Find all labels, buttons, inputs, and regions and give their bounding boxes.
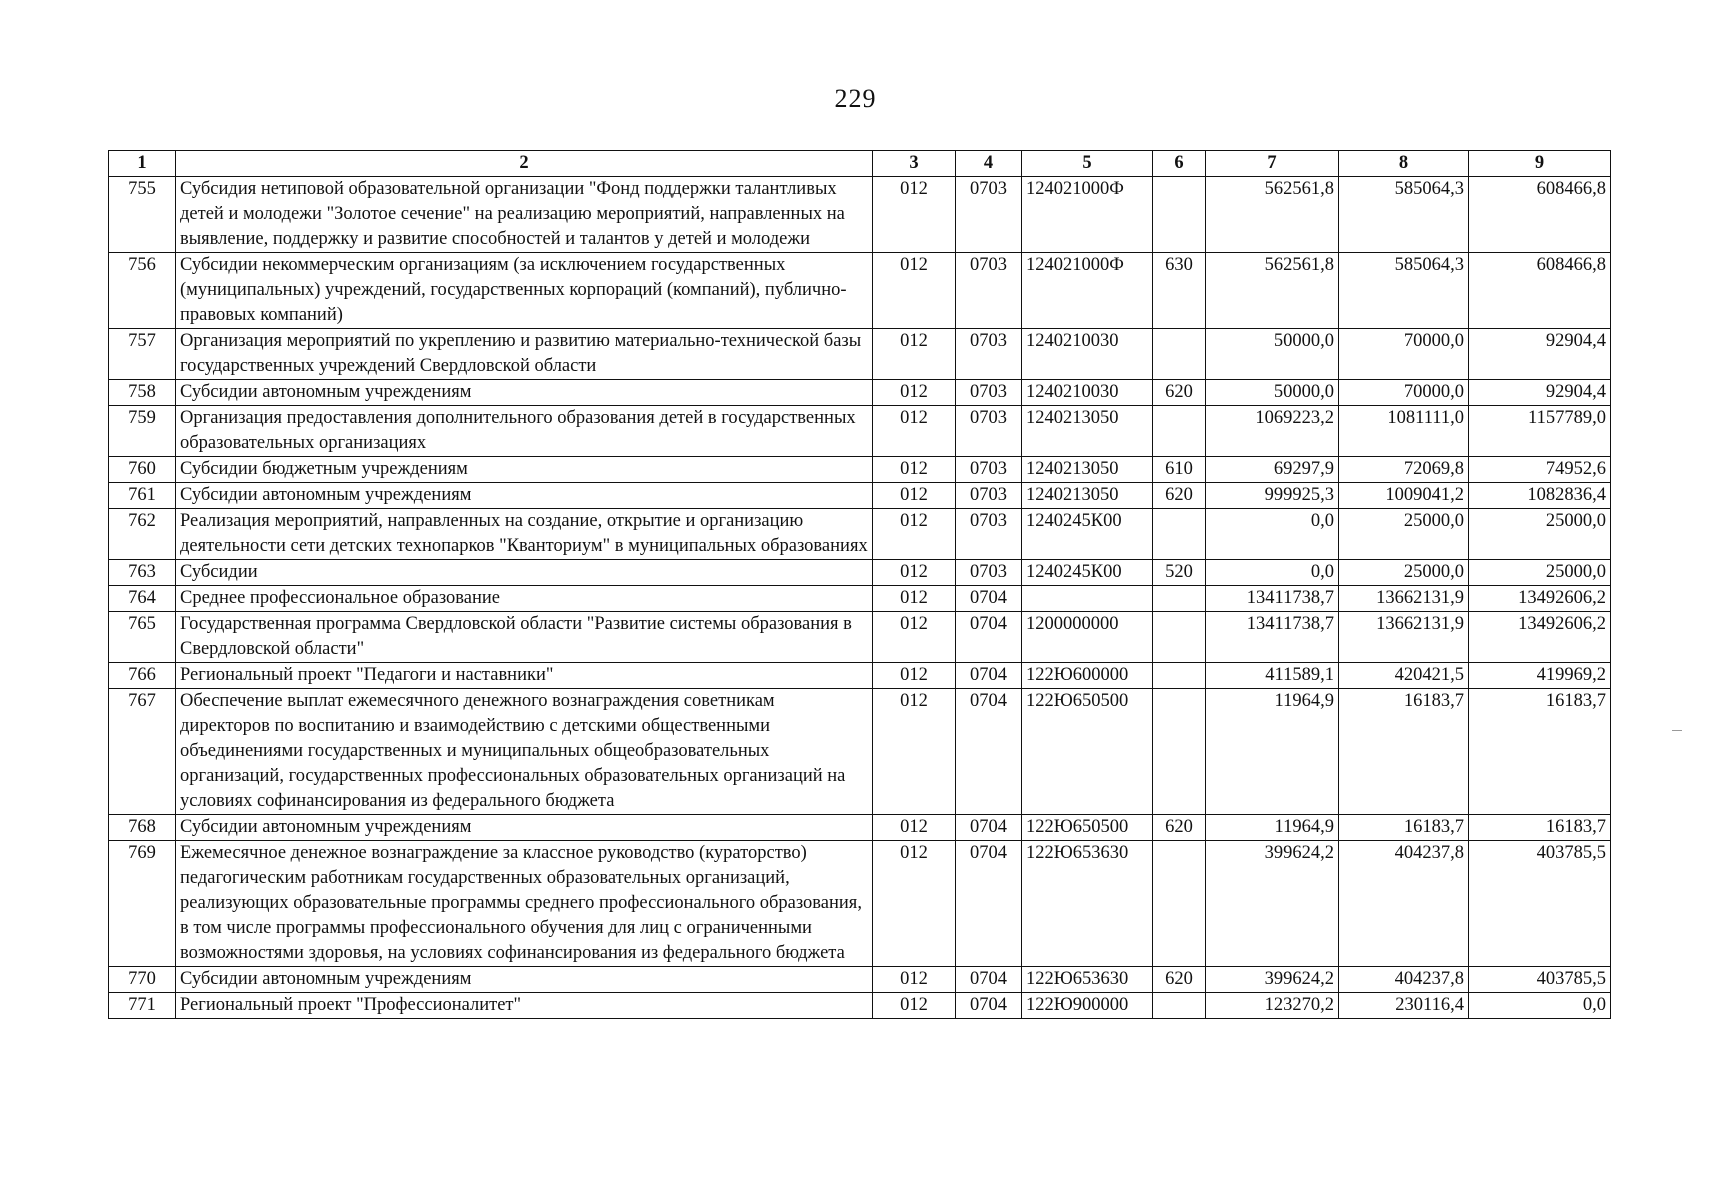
row-number: 765 bbox=[109, 612, 176, 663]
header-cell-2: 2 bbox=[176, 151, 873, 177]
table-row bbox=[109, 457, 1611, 483]
row-section-code: 0704 bbox=[956, 967, 1022, 993]
row-value-col9: 0,0 bbox=[1469, 993, 1611, 1019]
budget-table bbox=[108, 150, 1611, 1019]
row-expense-type bbox=[1153, 689, 1206, 815]
row-name: Региональный проект "Профессионалитет" bbox=[176, 993, 873, 1019]
row-ministry-code: 012 bbox=[873, 560, 956, 586]
row-name: Субсидии автономным учреждениям bbox=[176, 967, 873, 993]
row-ministry-code: 012 bbox=[873, 509, 956, 560]
row-value-col8: 25000,0 bbox=[1339, 509, 1469, 560]
row-value-col9: 13492606,2 bbox=[1469, 586, 1611, 612]
row-value-col8: 13662131,9 bbox=[1339, 586, 1469, 612]
table-row bbox=[109, 612, 1611, 663]
row-name: Государственная программа Свердловской области "Развитие системы образования в Свердловской области" bbox=[176, 612, 873, 663]
row-expense-type: 620 bbox=[1153, 380, 1206, 406]
table-row bbox=[109, 815, 1611, 841]
row-value-col8: 70000,0 bbox=[1339, 329, 1469, 380]
row-value-col9: 25000,0 bbox=[1469, 560, 1611, 586]
row-value-col9: 13492606,2 bbox=[1469, 612, 1611, 663]
row-target-code: 1240213050 bbox=[1022, 483, 1153, 509]
row-expense-type bbox=[1153, 509, 1206, 560]
row-section-code: 0703 bbox=[956, 560, 1022, 586]
row-number: 768 bbox=[109, 815, 176, 841]
row-value-col8: 1009041,2 bbox=[1339, 483, 1469, 509]
row-ministry-code: 012 bbox=[873, 815, 956, 841]
row-target-code: 122Ю600000 bbox=[1022, 663, 1153, 689]
table-row bbox=[109, 689, 1611, 815]
row-value-col7: 69297,9 bbox=[1206, 457, 1339, 483]
row-expense-type: 620 bbox=[1153, 815, 1206, 841]
row-number: 764 bbox=[109, 586, 176, 612]
row-number: 756 bbox=[109, 253, 176, 329]
row-expense-type bbox=[1153, 663, 1206, 689]
row-expense-type bbox=[1153, 993, 1206, 1019]
row-section-code: 0704 bbox=[956, 663, 1022, 689]
row-section-code: 0703 bbox=[956, 457, 1022, 483]
row-ministry-code: 012 bbox=[873, 253, 956, 329]
row-value-col8: 72069,8 bbox=[1339, 457, 1469, 483]
table-row bbox=[109, 993, 1611, 1019]
row-value-col8: 585064,3 bbox=[1339, 177, 1469, 253]
row-expense-type bbox=[1153, 177, 1206, 253]
header-cell-9: 9 bbox=[1469, 151, 1611, 177]
row-section-code: 0704 bbox=[956, 993, 1022, 1019]
row-value-col9: 92904,4 bbox=[1469, 380, 1611, 406]
row-section-code: 0704 bbox=[956, 586, 1022, 612]
row-section-code: 0704 bbox=[956, 841, 1022, 967]
row-ministry-code: 012 bbox=[873, 663, 956, 689]
row-value-col8: 420421,5 bbox=[1339, 663, 1469, 689]
row-ministry-code: 012 bbox=[873, 483, 956, 509]
row-target-code: 1240210030 bbox=[1022, 380, 1153, 406]
row-name: Реализация мероприятий, направленных на создание, открытие и организацию деятельности сети детских технопарков "Кванториум" в муниципальных образованиях bbox=[176, 509, 873, 560]
row-ministry-code: 012 bbox=[873, 177, 956, 253]
row-value-col7: 1069223,2 bbox=[1206, 406, 1339, 457]
row-value-col8: 16183,7 bbox=[1339, 689, 1469, 815]
row-value-col7: 999925,3 bbox=[1206, 483, 1339, 509]
row-expense-type: 520 bbox=[1153, 560, 1206, 586]
row-expense-type: 620 bbox=[1153, 967, 1206, 993]
row-value-col9: 419969,2 bbox=[1469, 663, 1611, 689]
row-name: Субсидия нетиповой образовательной организации "Фонд поддержки талантливых детей и молодежи "Золотое сечение" на реализацию мероприятий, направленных на выявление, поддержку и развитие способностей и талантов у детей и молодежи bbox=[176, 177, 873, 253]
row-expense-type: 610 bbox=[1153, 457, 1206, 483]
row-ministry-code: 012 bbox=[873, 993, 956, 1019]
scan-artifact bbox=[1672, 730, 1682, 731]
row-section-code: 0704 bbox=[956, 689, 1022, 815]
row-value-col9: 1157789,0 bbox=[1469, 406, 1611, 457]
row-ministry-code: 012 bbox=[873, 406, 956, 457]
row-value-col9: 16183,7 bbox=[1469, 689, 1611, 815]
row-value-col9: 403785,5 bbox=[1469, 967, 1611, 993]
row-value-col9: 92904,4 bbox=[1469, 329, 1611, 380]
row-value-col7: 13411738,7 bbox=[1206, 586, 1339, 612]
row-value-col7: 562561,8 bbox=[1206, 253, 1339, 329]
row-target-code: 1240245К00 bbox=[1022, 560, 1153, 586]
row-target-code: 1240245К00 bbox=[1022, 509, 1153, 560]
row-number: 758 bbox=[109, 380, 176, 406]
page-number: 229 bbox=[834, 84, 877, 113]
row-target-code: 122Ю650500 bbox=[1022, 689, 1153, 815]
row-value-col8: 25000,0 bbox=[1339, 560, 1469, 586]
row-value-col7: 50000,0 bbox=[1206, 380, 1339, 406]
row-ministry-code: 012 bbox=[873, 380, 956, 406]
table-row bbox=[109, 967, 1611, 993]
header-cell-6: 6 bbox=[1153, 151, 1206, 177]
row-value-col8: 13662131,9 bbox=[1339, 612, 1469, 663]
row-number: 761 bbox=[109, 483, 176, 509]
row-name: Организация мероприятий по укреплению и развитию материально-технической базы государственных учреждений Свердловской области bbox=[176, 329, 873, 380]
header-cell-4: 4 bbox=[956, 151, 1022, 177]
row-value-col7: 0,0 bbox=[1206, 560, 1339, 586]
row-section-code: 0704 bbox=[956, 815, 1022, 841]
table-row bbox=[109, 560, 1611, 586]
row-value-col8: 230116,4 bbox=[1339, 993, 1469, 1019]
row-number: 769 bbox=[109, 841, 176, 967]
row-value-col7: 0,0 bbox=[1206, 509, 1339, 560]
row-target-code bbox=[1022, 586, 1153, 612]
row-number: 766 bbox=[109, 663, 176, 689]
row-section-code: 0703 bbox=[956, 406, 1022, 457]
table-row bbox=[109, 380, 1611, 406]
row-value-col9: 608466,8 bbox=[1469, 177, 1611, 253]
row-value-col8: 404237,8 bbox=[1339, 841, 1469, 967]
row-ministry-code: 012 bbox=[873, 967, 956, 993]
row-name: Субсидии bbox=[176, 560, 873, 586]
row-ministry-code: 012 bbox=[873, 841, 956, 967]
row-target-code: 1200000000 bbox=[1022, 612, 1153, 663]
row-value-col7: 11964,9 bbox=[1206, 815, 1339, 841]
table-row bbox=[109, 663, 1611, 689]
row-value-col9: 25000,0 bbox=[1469, 509, 1611, 560]
header-cell-3: 3 bbox=[873, 151, 956, 177]
row-value-col8: 70000,0 bbox=[1339, 380, 1469, 406]
row-name: Обеспечение выплат ежемесячного денежного вознаграждения советникам директоров по воспитанию и взаимодействию с детскими общественными объединениями государственных и муниципальных общеобразовательных организаций, государственных профессиональных образовательных организаций на условиях софинансирования из федерального бюджета bbox=[176, 689, 873, 815]
row-name: Субсидии бюджетным учреждениям bbox=[176, 457, 873, 483]
row-number: 763 bbox=[109, 560, 176, 586]
row-expense-type: 620 bbox=[1153, 483, 1206, 509]
row-value-col9: 16183,7 bbox=[1469, 815, 1611, 841]
row-name: Региональный проект "Педагоги и наставники" bbox=[176, 663, 873, 689]
row-expense-type bbox=[1153, 612, 1206, 663]
table-row bbox=[109, 329, 1611, 380]
header-cell-7: 7 bbox=[1206, 151, 1339, 177]
row-value-col7: 13411738,7 bbox=[1206, 612, 1339, 663]
row-ministry-code: 012 bbox=[873, 329, 956, 380]
row-expense-type bbox=[1153, 406, 1206, 457]
row-section-code: 0703 bbox=[956, 380, 1022, 406]
row-ministry-code: 012 bbox=[873, 586, 956, 612]
table-row bbox=[109, 177, 1611, 253]
row-number: 759 bbox=[109, 406, 176, 457]
table-row bbox=[109, 509, 1611, 560]
row-value-col9: 608466,8 bbox=[1469, 253, 1611, 329]
row-expense-type bbox=[1153, 586, 1206, 612]
table-row bbox=[109, 586, 1611, 612]
row-value-col7: 11964,9 bbox=[1206, 689, 1339, 815]
row-section-code: 0704 bbox=[956, 612, 1022, 663]
row-target-code: 122Ю900000 bbox=[1022, 993, 1153, 1019]
row-number: 757 bbox=[109, 329, 176, 380]
table-body bbox=[109, 177, 1611, 1019]
row-name: Субсидии автономным учреждениям bbox=[176, 483, 873, 509]
row-number: 767 bbox=[109, 689, 176, 815]
row-number: 762 bbox=[109, 509, 176, 560]
row-number: 770 bbox=[109, 967, 176, 993]
row-value-col7: 399624,2 bbox=[1206, 967, 1339, 993]
row-ministry-code: 012 bbox=[873, 612, 956, 663]
table-row bbox=[109, 253, 1611, 329]
table-row bbox=[109, 841, 1611, 967]
row-section-code: 0703 bbox=[956, 329, 1022, 380]
row-target-code: 1240213050 bbox=[1022, 457, 1153, 483]
row-value-col8: 1081111,0 bbox=[1339, 406, 1469, 457]
row-value-col7: 123270,2 bbox=[1206, 993, 1339, 1019]
row-value-col8: 16183,7 bbox=[1339, 815, 1469, 841]
row-number: 760 bbox=[109, 457, 176, 483]
row-number: 771 bbox=[109, 993, 176, 1019]
row-value-col7: 399624,2 bbox=[1206, 841, 1339, 967]
row-name: Организация предоставления дополнительного образования детей в государственных образовательных организациях bbox=[176, 406, 873, 457]
row-expense-type bbox=[1153, 841, 1206, 967]
row-value-col7: 562561,8 bbox=[1206, 177, 1339, 253]
row-value-col8: 585064,3 bbox=[1339, 253, 1469, 329]
row-target-code: 124021000Ф bbox=[1022, 177, 1153, 253]
row-target-code: 122Ю650500 bbox=[1022, 815, 1153, 841]
row-target-code: 1240213050 bbox=[1022, 406, 1153, 457]
row-name: Субсидии автономным учреждениям bbox=[176, 380, 873, 406]
header-cell-5: 5 bbox=[1022, 151, 1153, 177]
row-name: Субсидии автономным учреждениям bbox=[176, 815, 873, 841]
row-value-col9: 74952,6 bbox=[1469, 457, 1611, 483]
row-name: Ежемесячное денежное вознаграждение за классное руководство (кураторство) педагогическим работникам государственных образовательных организаций, реализующих образовательные программы среднего профессионального образования, в том числе программы профессионального обучения для лиц с ограниченными возможностями здоровья, на условиях софинансирования из федерального бюджета bbox=[176, 841, 873, 967]
row-value-col7: 50000,0 bbox=[1206, 329, 1339, 380]
header-row bbox=[109, 151, 1611, 177]
row-value-col9: 403785,5 bbox=[1469, 841, 1611, 967]
row-value-col8: 404237,8 bbox=[1339, 967, 1469, 993]
row-target-code: 124021000Ф bbox=[1022, 253, 1153, 329]
header-cell-8: 8 bbox=[1339, 151, 1469, 177]
row-ministry-code: 012 bbox=[873, 689, 956, 815]
row-value-col9: 1082836,4 bbox=[1469, 483, 1611, 509]
row-name: Субсидии некоммерческим организациям (за исключением государственных (муниципальных) учреждений, государственных корпораций (компаний), публично-правовых компаний) bbox=[176, 253, 873, 329]
row-target-code: 1240210030 bbox=[1022, 329, 1153, 380]
row-name: Среднее профессиональное образование bbox=[176, 586, 873, 612]
row-section-code: 0703 bbox=[956, 253, 1022, 329]
row-section-code: 0703 bbox=[956, 509, 1022, 560]
table-row bbox=[109, 406, 1611, 457]
table-row bbox=[109, 483, 1611, 509]
row-expense-type: 630 bbox=[1153, 253, 1206, 329]
table-header bbox=[109, 151, 1611, 177]
row-number: 755 bbox=[109, 177, 176, 253]
row-target-code: 122Ю653630 bbox=[1022, 841, 1153, 967]
header-cell-1: 1 bbox=[109, 151, 176, 177]
row-ministry-code: 012 bbox=[873, 457, 956, 483]
row-value-col7: 411589,1 bbox=[1206, 663, 1339, 689]
row-target-code: 122Ю653630 bbox=[1022, 967, 1153, 993]
row-section-code: 0703 bbox=[956, 483, 1022, 509]
row-section-code: 0703 bbox=[956, 177, 1022, 253]
row-expense-type bbox=[1153, 329, 1206, 380]
